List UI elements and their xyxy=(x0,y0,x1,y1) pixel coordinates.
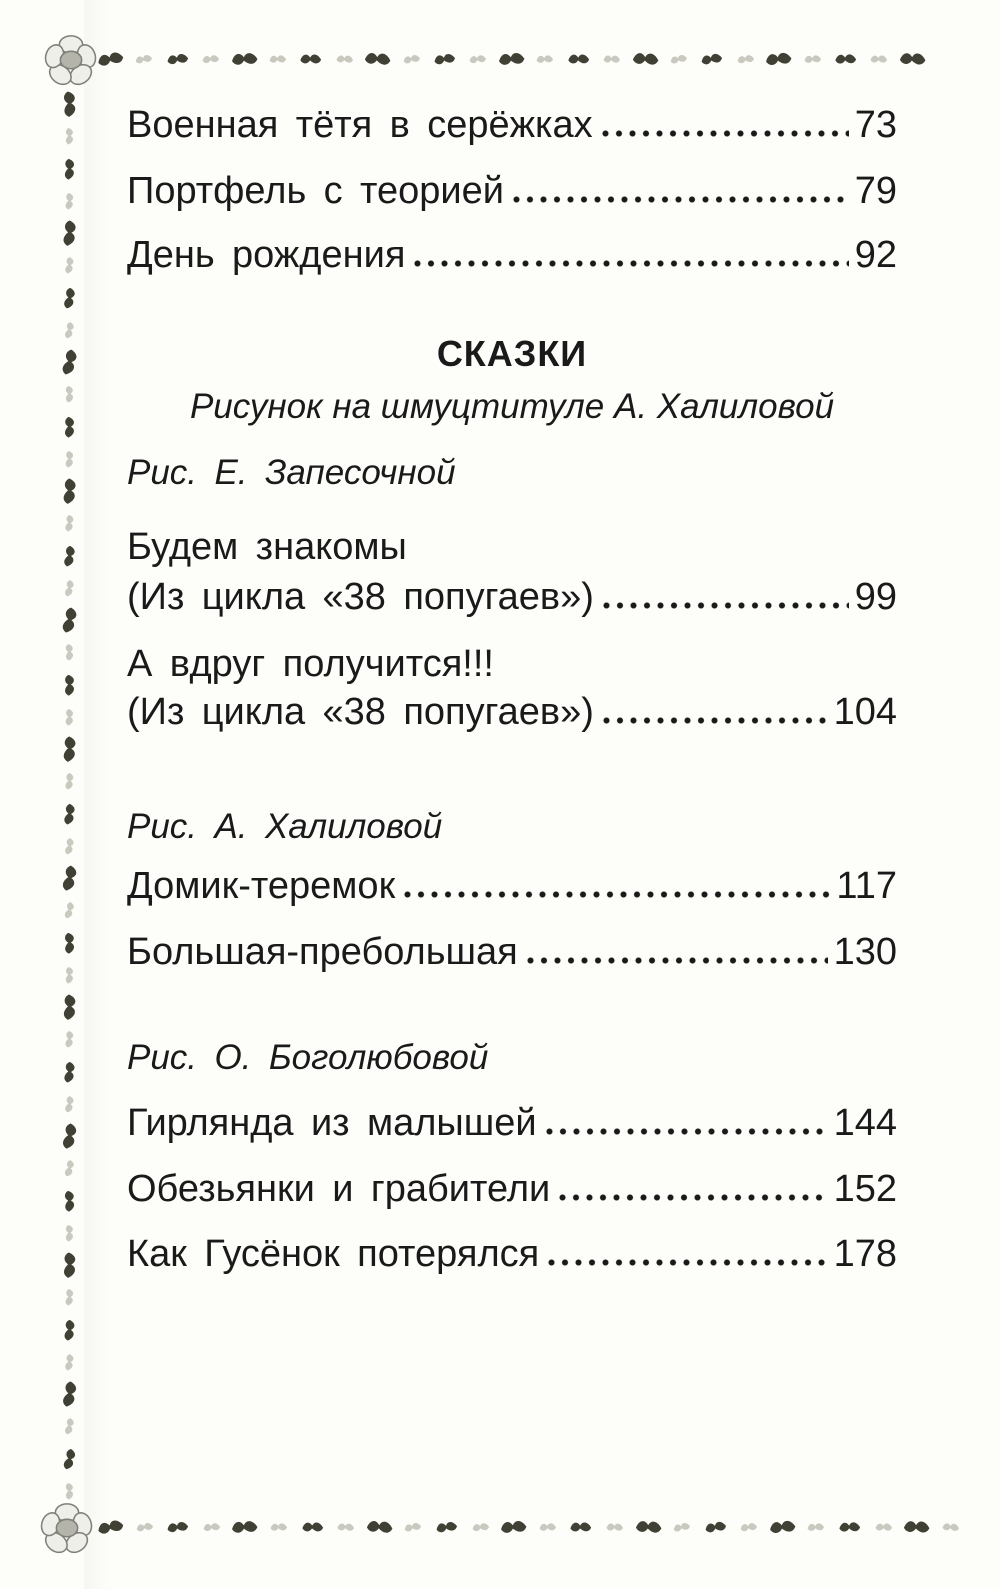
flower-ornament-bottom-left xyxy=(38,1500,96,1558)
leaf-ornament xyxy=(500,1518,528,1537)
leaf-ornament xyxy=(61,514,76,534)
toc-entry xyxy=(127,931,897,975)
leaf-ornament xyxy=(61,415,78,439)
leaf-ornament xyxy=(59,285,79,311)
entry-subtitle: (Из цикла «38 попугаев») xyxy=(127,691,594,734)
leaf-ornament xyxy=(62,127,75,146)
dot-leader xyxy=(414,260,848,267)
leaf-ornament xyxy=(58,734,80,764)
dot-leader xyxy=(559,1194,827,1201)
leaf-ornament xyxy=(56,346,82,378)
entry-page-number: 73 xyxy=(854,104,897,146)
toc-entry xyxy=(127,104,897,148)
leaf-ornament xyxy=(96,48,126,70)
toc-entry xyxy=(127,1102,897,1146)
leaf-ornament xyxy=(62,1288,76,1308)
leaf-ornament xyxy=(135,1520,154,1534)
leaf-ornament xyxy=(166,1519,190,1536)
leaf-ornament xyxy=(539,1521,557,1533)
entry-title: День рождения xyxy=(127,234,406,277)
flower-ornament-top-left xyxy=(42,32,100,90)
entry-subtitle: (Из цикла «38 попугаев») xyxy=(127,575,594,618)
leaf-ornament xyxy=(61,320,77,341)
leaf-ornament xyxy=(61,836,77,857)
artist-credit: Рис. Е. Запесочной xyxy=(127,452,456,492)
leaf-ornament xyxy=(56,604,82,636)
leaf-ornament xyxy=(59,801,78,826)
leaf-ornament xyxy=(902,1516,932,1537)
dot-leader xyxy=(404,891,830,898)
entry-page-number: 130 xyxy=(833,930,897,973)
dot-leader xyxy=(548,1259,827,1266)
leaf-ornament xyxy=(231,1518,259,1536)
leaf-ornament xyxy=(59,543,79,569)
entry-title: Домик-теремок xyxy=(127,864,396,907)
leaf-ornament xyxy=(58,218,81,249)
leaf-ornament xyxy=(61,1158,78,1179)
entry-title: Гирлянда из малышей xyxy=(127,1101,537,1144)
leaf-ornament xyxy=(807,1521,825,1533)
toc-entry xyxy=(127,1168,897,1212)
toc-entry xyxy=(127,234,897,278)
leaf-ornament xyxy=(336,1520,355,1534)
section-illustrator-credit: Рисунок на шмуцтитуле А. Халиловой xyxy=(189,387,835,427)
leaf-ornament xyxy=(61,1352,76,1372)
leaf-ornament xyxy=(569,1519,593,1535)
left-border-garland xyxy=(52,96,86,1500)
leaf-ornament xyxy=(57,1379,82,1411)
leaf-ornament xyxy=(58,1446,79,1472)
dot-leader xyxy=(546,1128,828,1135)
dot-leader xyxy=(527,957,828,964)
entry-title: Портфель с теорией xyxy=(127,169,505,212)
leaf-ornament xyxy=(59,90,78,119)
toc-entry xyxy=(127,865,897,909)
leaf-ornament xyxy=(62,1030,77,1050)
leaf-ornament xyxy=(62,966,75,985)
leaf-ornament xyxy=(61,578,77,599)
leaf-ornament xyxy=(941,1520,961,1534)
leaf-ornament xyxy=(633,1516,663,1538)
leaf-ornament xyxy=(769,1517,798,1536)
toc-entry-subtitle-line xyxy=(127,691,897,735)
toc-entry-title-line xyxy=(127,526,897,570)
scan-shadow xyxy=(84,0,110,1589)
leaf-ornament xyxy=(59,1059,78,1084)
leaf-ornament xyxy=(63,1482,76,1501)
entry-page-number: 92 xyxy=(854,234,897,277)
leaf-ornament xyxy=(202,1521,221,1534)
leaf-ornament xyxy=(62,708,76,727)
entry-page-number: 152 xyxy=(833,1168,897,1211)
entry-page-number: 178 xyxy=(833,1232,897,1275)
leaf-ornament xyxy=(63,385,76,404)
leaf-ornament xyxy=(56,1121,81,1153)
entry-page-number: 104 xyxy=(833,691,897,734)
leaf-ornament xyxy=(365,1516,395,1538)
entry-title: Военная тётя в серёжках xyxy=(127,104,593,146)
entry-title: Как Гусёнок потерялся xyxy=(127,1232,540,1275)
entry-title: Обезьянки и грабители xyxy=(127,1168,551,1211)
entry-title: Будем знакомы xyxy=(127,525,407,568)
dot-leader xyxy=(602,130,849,137)
leaf-ornament xyxy=(58,1251,79,1281)
leaf-ornament xyxy=(61,1416,77,1437)
leaf-ornament xyxy=(270,1521,289,1534)
leaf-ornament xyxy=(61,256,76,276)
entry-page-number: 79 xyxy=(854,169,897,212)
leaf-ornament xyxy=(404,1520,424,1534)
entry-page-number: 144 xyxy=(833,1101,897,1144)
leaf-ornament xyxy=(672,1520,692,1534)
leaf-ornament xyxy=(301,1519,325,1536)
leaf-ornament xyxy=(704,1518,728,1535)
leaf-ornament xyxy=(58,476,81,507)
leaf-ornament xyxy=(60,157,77,181)
dot-leader xyxy=(513,196,849,203)
leaf-ornament xyxy=(62,772,77,792)
entry-title: А вдруг получится!!! xyxy=(127,643,494,686)
leaf-ornament xyxy=(60,1317,79,1342)
toc-entry xyxy=(127,170,897,214)
leaf-ornament xyxy=(62,449,76,469)
leaf-ornament xyxy=(605,1520,624,1533)
leaf-ornament xyxy=(61,900,78,921)
table-of-contents xyxy=(127,0,897,1277)
leaf-ornament xyxy=(62,1224,75,1243)
leaf-ornament xyxy=(96,1516,126,1538)
toc-entry-subtitle-line xyxy=(127,576,897,620)
leaf-ornament xyxy=(740,1520,759,1533)
artist-credit: Рис. О. Боголюбовой xyxy=(127,1038,489,1078)
entry-page-number: 99 xyxy=(854,575,897,618)
leaf-ornament xyxy=(61,1094,77,1114)
leaf-ornament xyxy=(61,931,77,955)
entry-title: Большая-пребольшая xyxy=(127,930,518,973)
section-heading: СКАЗКИ xyxy=(436,333,588,375)
dot-leader xyxy=(603,717,828,724)
leaf-ornament xyxy=(56,862,81,894)
leaf-ornament xyxy=(58,992,80,1022)
leaf-ornament xyxy=(898,48,928,69)
leaf-ornament xyxy=(63,643,76,662)
bottom-border-garland xyxy=(98,1512,964,1542)
toc-entry-title-line xyxy=(127,643,897,687)
leaf-ornament xyxy=(471,1521,490,1534)
leaf-ornament xyxy=(874,1520,893,1533)
dot-leader xyxy=(603,602,849,609)
artist-credit: Рис. А. Халиловой xyxy=(127,806,443,846)
leaf-ornament xyxy=(61,673,78,697)
toc-entry xyxy=(127,1233,897,1277)
leaf-ornament xyxy=(61,1189,77,1212)
leaf-ornament xyxy=(435,1519,459,1536)
leaf-ornament xyxy=(62,191,76,211)
leaf-ornament xyxy=(838,1519,861,1535)
entry-page-number: 117 xyxy=(836,864,897,907)
